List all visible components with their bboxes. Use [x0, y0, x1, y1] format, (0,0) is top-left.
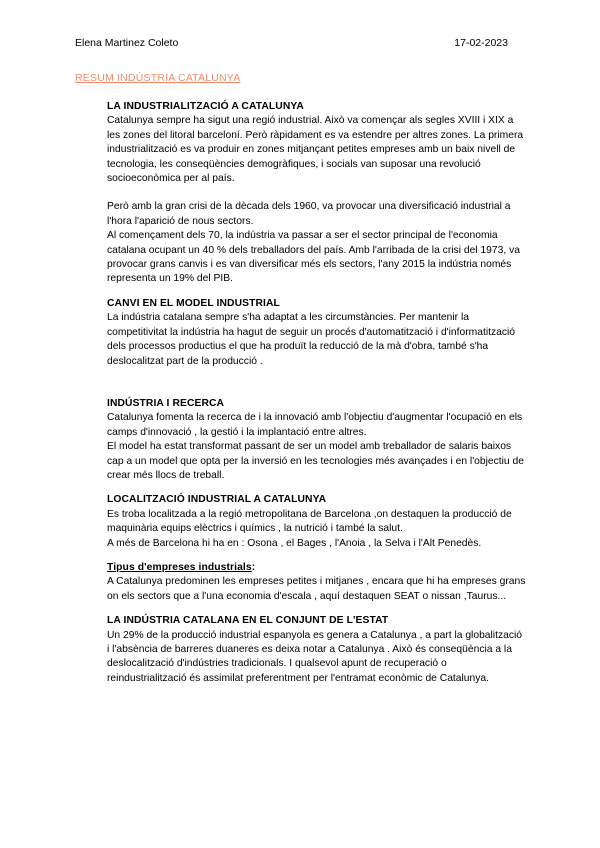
paragraph: La indústria catalana sempre s'ha adaptat a les circumstàncies. Per mantenir la competitivitat la indústria ha hagut de seguir un procés d'automatització i d'informatització dels processos productius el que ha produït la reducció de la mà d'obra, també s'ha deslocalitzat part de la producció . — [107, 312, 516, 367]
section-heading-text: Tipus d'empreses industrials — [107, 561, 252, 573]
paragraph: Però amb la gran crisi de la dècada dels 1960, va provocar una diversificació industrial a l'hora l'aparició de nous sectors. — [107, 201, 511, 227]
paragraph: A més de Barcelona hi ha en : Osona , el Bages , l'Anoia , la Selva i l'Alt Penedès. — [107, 537, 482, 549]
section-heading: LOCALITZACIÓ INDUSTRIAL A CATALUNYA — [107, 494, 327, 506]
section-heading: INDÚSTRIA I RECERCA — [107, 397, 225, 409]
document-body — [107, 100, 527, 686]
paragraph: A Catalunya predominen les empreses petites i mitjanes , encara que hi ha empreses grans on els sectors que a l'una economia d'escala , aquí destaquen SEAT o nissan ,Taurus... — [107, 576, 526, 602]
section-heading — [107, 561, 527, 575]
section-heading-colon: : — [251, 561, 256, 573]
paragraph: Es troba localitzada a la regió metropolitana de Barcelona ,on destaquen la producció de maquinària equips elèctrics i químics , la nutrició i també la salut. — [107, 508, 512, 535]
section-industria-estat — [107, 614, 527, 686]
paragraph: Un 29% de la producció industrial espanyola es genera a Catalunya , a part la globalització i l'absència de barreres duaneres es deixa notar a Catalunya . Això és conseqüència a la deslocalització d'indústries tradicionals. I qualsevol apunt de recuperació o reindustrialització és assimilat preferentment per l'entramat econòmic de Catalunya. — [107, 629, 522, 684]
document-date: 17-02-2023 — [454, 37, 508, 49]
section-industria-recerca — [107, 397, 527, 483]
paragraph: Al començament dels 70, la indústria va passar a ser el sector principal de l'economia catalana ocupant un 40 % dels treballadors del país. Amb l'arribada de la crisi del 1973, va provocar grans canvis i es van diversificar més els sectors, l'any 2015 la indústria només representa un 19% del PIB. — [107, 230, 520, 285]
section-heading: CANVI EN EL MODEL INDUSTRIAL — [107, 297, 280, 309]
section-canvi-model — [107, 297, 527, 369]
author-name: Elena Martinez Coleto — [75, 37, 179, 49]
paragraph: El model ha estat transformat passant de ser un model amb treballador de salaris baixos cap a un model que opta per la inversió en les tecnologies més avançades i en l'objectiu de crear més llocs de treball. — [107, 441, 524, 481]
section-heading: LA INDUSTRIALITZACIÓ A CATALUNYA — [107, 101, 304, 112]
section-tipus-empreses — [107, 561, 527, 604]
section-heading: LA INDÚSTRIA CATALANA EN EL CONJUNT DE L'ESTAT — [107, 615, 389, 627]
section-localitzacio — [107, 493, 527, 551]
section-industrialitzacio — [107, 100, 527, 287]
paragraph: Catalunya fomenta la recerca de i la innovació amb l'objectiu d'augmentar l'ocupació en els camps d'innovació , la gestió i la implantació entre altres. — [107, 412, 523, 438]
paragraph: Catalunya sempre ha sigut una regió industrial. Això va començar als segles XVIII i XIX a les zones del litoral barceloní. Però ràpidament es va estendre per altres zones. La primera industrialització es va produir en zones mitjançant petites empreses amb un baix nivell de tecnologia, les conseqüències demogràfiques, i socials van suposar una revolució socioeconòmica per al país. — [107, 115, 524, 185]
document-title: RESUM INDÚSTRIA CATALUNYA — [75, 72, 241, 84]
